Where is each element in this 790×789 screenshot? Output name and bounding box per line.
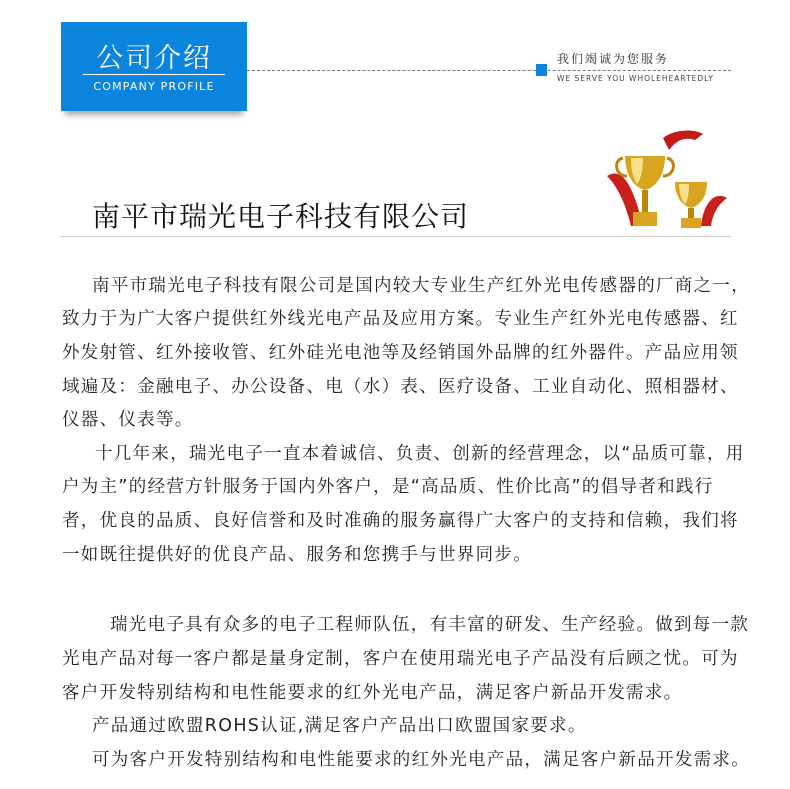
- section-subtitle: COMPANY PROFILE: [93, 80, 215, 93]
- body-text-line: 产品通过欧盟ROHS认证,满足客户产品出口欧盟国家要求。: [92, 716, 587, 736]
- body-text-line: 者，优良的品质、良好信誉和及时准确的服务赢得广大客户的支持和信赖，我们将: [62, 511, 739, 531]
- divider: [83, 74, 225, 75]
- slogan-en: WE SERVE YOU WHOLEHEARTEDLY: [557, 74, 714, 83]
- body-text-line: 户为主”的经营方针服务于国内外客户，是“高品质、性价比高”的倡导者和践行: [62, 477, 714, 497]
- body-text-line: 外发射管、红外接收管、红外硅光电池等及经销国外品牌的红外器件。产品应用领: [62, 343, 739, 363]
- section-header-badge: [61, 22, 247, 111]
- body-text-line: 可为客户开发特别结构和电性能要求的红外光电产品，满足客户新品开发需求。: [92, 750, 750, 770]
- body-text-line: 客户开发特别结构和电性能要求的红外光电产品，满足客户新品开发需求。: [62, 683, 683, 703]
- body-text-line: 南平市瑞光电子科技有限公司是国内较大专业生产红外光电传感器的厂商之一，: [92, 276, 750, 296]
- body-text-line: 仪器、仪表等。: [62, 410, 194, 430]
- body-text-line: 致力于为广大客户提供红外线光电产品及应用方案。专业生产红外光电传感器、红: [62, 309, 739, 329]
- company-title: 南平市瑞光电子科技有限公司: [92, 200, 470, 233]
- body-text-line: 光电产品对每一客户都是量身定制，客户在使用瑞光电子产品没有后顾之忧。可为: [62, 649, 739, 669]
- body-text-line: 十几年来，瑞光电子一直本着诚信、负责、创新的经营理念，以“品质可靠，用: [95, 444, 745, 464]
- title-rule: [60, 236, 731, 237]
- dashed-divider: [247, 70, 731, 71]
- body-text-line: 瑞光电子具有众多的电子工程师队伍，有丰富的研发、生产经验。做到每一款: [110, 615, 750, 635]
- trophy-icon: [603, 126, 731, 230]
- square-marker-icon: [536, 64, 547, 76]
- slogan-cn: 我们竭诚为您服务: [557, 52, 670, 66]
- body-text-line: 域遍及：金融电子、办公设备、电（水）表、医疗设备、工业自动化、照相器材、: [62, 377, 739, 397]
- section-title: 公司介绍: [96, 43, 212, 74]
- body-text-line: 一如既往提供好的优良产品、服务和您携手与世界同步。: [62, 545, 532, 565]
